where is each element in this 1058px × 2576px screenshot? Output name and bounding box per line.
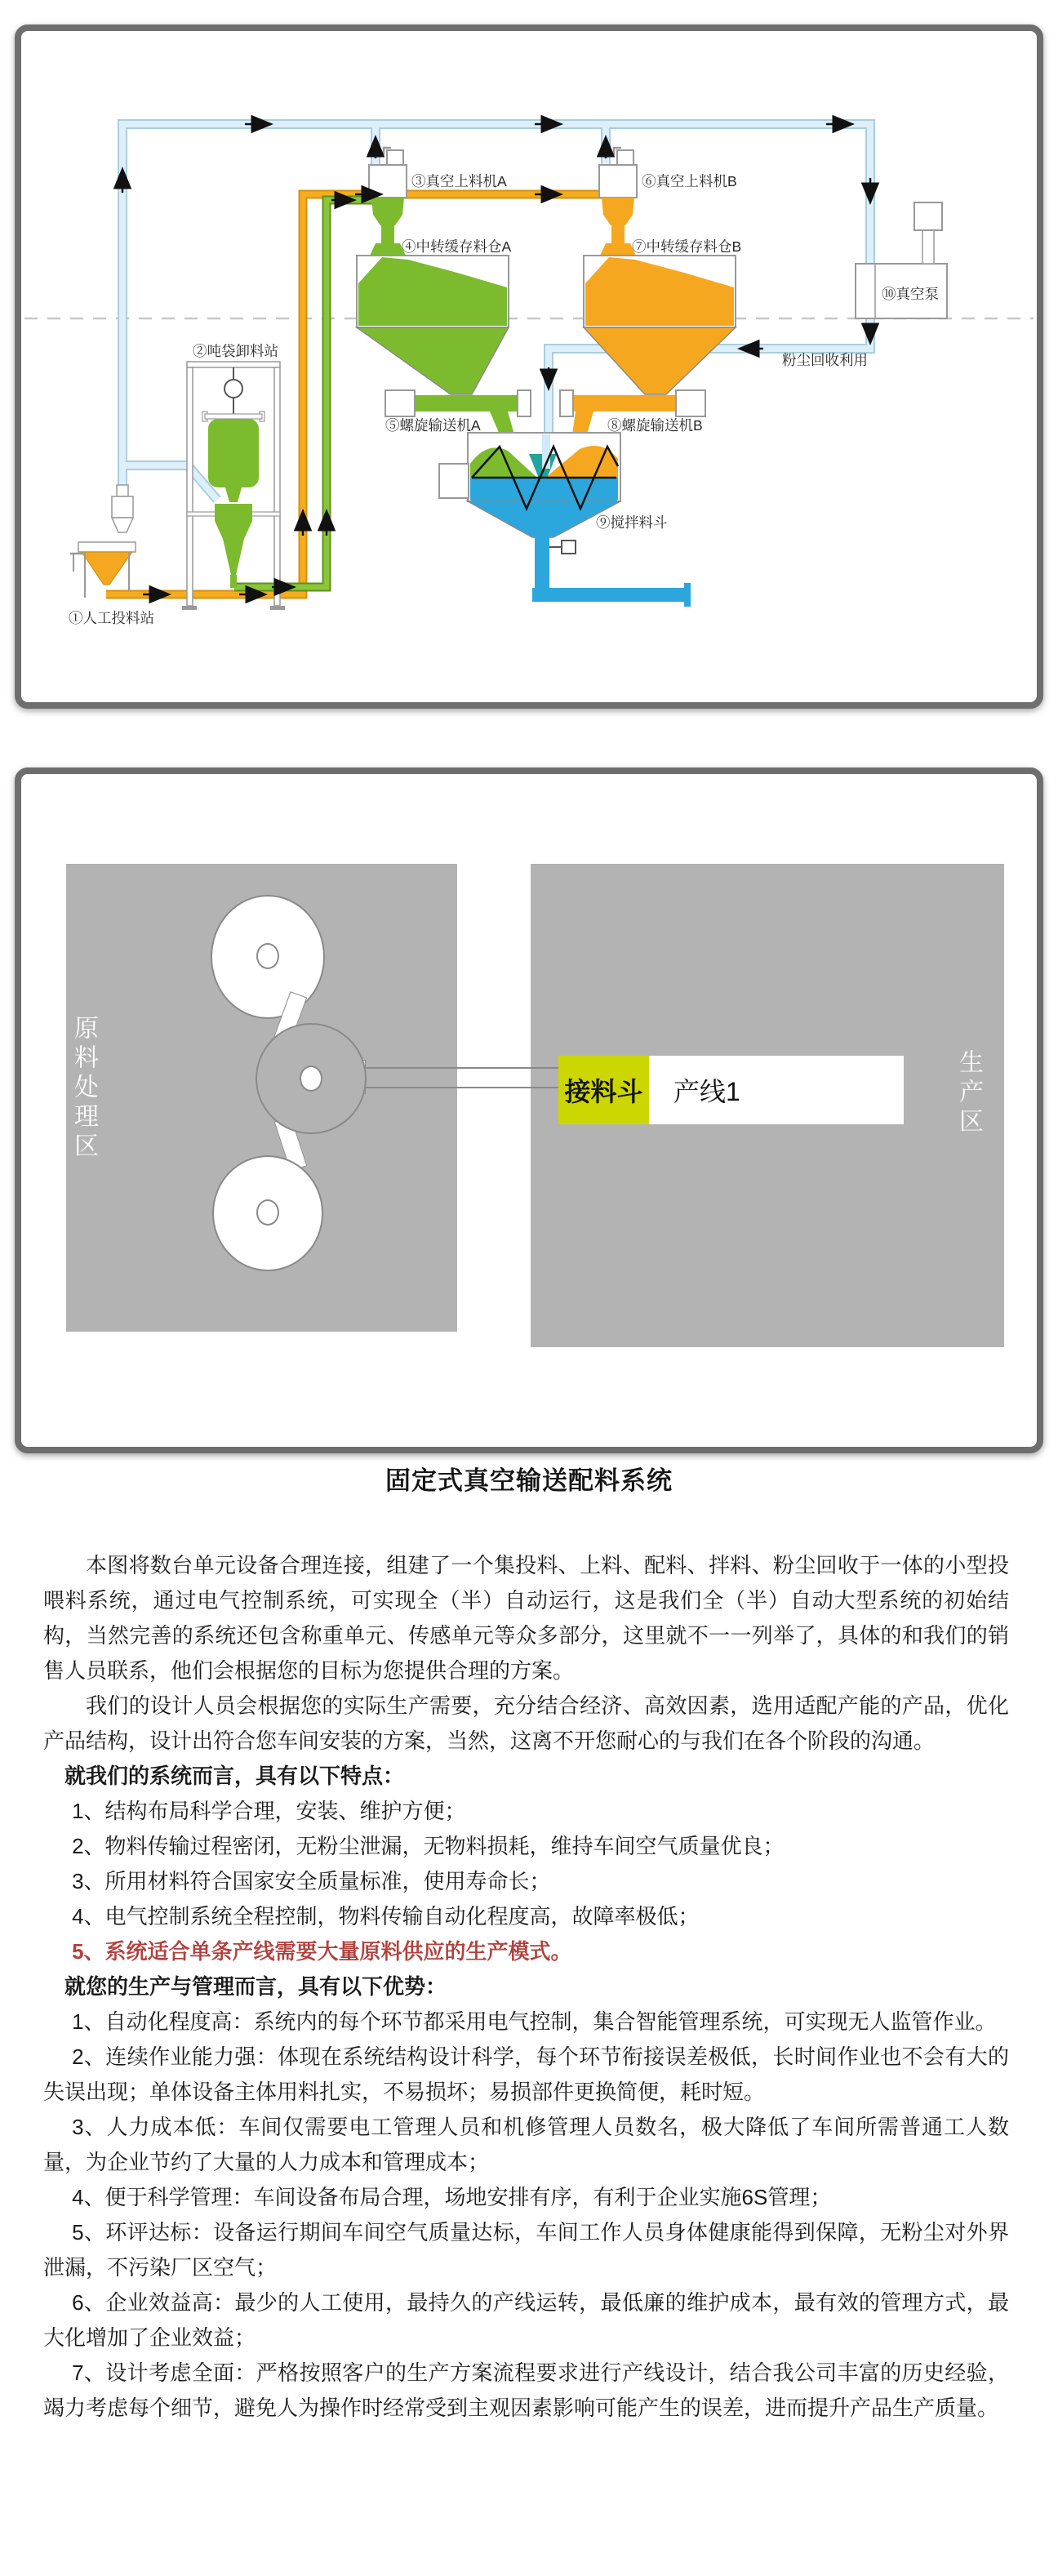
production-line-tag: 产线1 (649, 1056, 904, 1124)
feature-item: 1、结构布局科学合理，安装、维护方便； (72, 1799, 466, 1823)
page-title: 固定式真空输送配料系统 (385, 1466, 673, 1495)
zone-right-label: 生产区 (955, 1049, 982, 1137)
intro-paragraph-2: 我们的设计人员会根据您的实际生产需要，充分结合经济、高效因素，选用适配产能的产品，优化产品结构，设计出符合您车间安装的方案，当然，这离不开您耐心的与我们在各个阶段的沟通。 (43, 1693, 1009, 1753)
feature-item: 4、电气控制系统全程控制，物料传输自动化程度高，故障率极低； (72, 1904, 700, 1929)
advantage-item: 7、设计考虑全面：严格按照客户的生产方案流程要求进行产线设计，结合我公司丰富的历史经验，竭力考虑每个细节，避免人为操作时经常受到主观因素影响可能产生的误差，进而提升产品生产质量。 (43, 2360, 1009, 2420)
ton-bag (208, 419, 259, 487)
process-flow-diagram-panel (15, 24, 1043, 709)
feature-item: 3、所用材料符合国家安全质量标准，使用寿命长； (72, 1869, 551, 1893)
feature-item-highlight: 5、系统适合单条产线需要大量原料供应的生产模式。 (72, 1939, 572, 1964)
advantage-item: 6、企业效益高：最少的人工使用，最持久的产线运转，最低廉的维护成本，最有效的管理方式，最大化增加了企业效益； (43, 2290, 1009, 2350)
intro-paragraph-1: 本图将数台单元设备合理连接，组建了一个集投料、上料、配料、拌料、粉尘回收于一体的小型投喂料系统，通过电气控制系统，可实现全（半）自动运行，这是我们全（半）自动大型系统的初始结构，当然完善的系统还包含称重单元、传感单元等众多部分，这里就不一一列举了，具体的和我们的销售人员联系，他们会根据您的目标为您提供合理的方案。 (43, 1553, 1009, 1683)
body-text (43, 1548, 1009, 2426)
buffer-silo-b (584, 256, 736, 394)
silo-bottom-center-dot (256, 1199, 279, 1226)
zone-left-label: 原料处理区 (70, 1015, 97, 1162)
features-heading: 就我们的系统而言，具有以下特点： (64, 1764, 405, 1788)
label-vacuum-feeder-b: ⑥真空上料机B (642, 173, 737, 189)
hub-center-dot (300, 1066, 322, 1092)
connector-line-bottom (354, 1087, 567, 1088)
advantage-item: 3、人力成本低：车间仅需要电工管理人员和机修管理人员数名，极大降低了车间所需普通工人数量，为企业节约了大量的人力成本和管理成本； (43, 2115, 1009, 2174)
bag-receiving-funnel (215, 504, 252, 575)
label-buffer-silo-a: ④中转缓存料仓A (402, 238, 512, 255)
receiver-hopper-tag: 接料斗 (558, 1056, 649, 1124)
label-vacuum-feeder-a: ③真空上料机A (411, 173, 507, 189)
manual-feeding-station (70, 485, 136, 598)
label-manual-station: ①人工投料站 (69, 610, 154, 626)
ton-bag-unloading-station (182, 362, 285, 610)
label-vacuum-pump: ⑩真空泵 (882, 286, 939, 302)
advantage-item: 1、自动化程度高：系统内的每个环节都采用电气控制，集合智能管理系统，可实现无人监管作业。 (72, 2009, 997, 2034)
feature-item: 2、物料传输过程密闭，无粉尘泄漏，无物料损耗，维持车间空气质量优良； (72, 1834, 785, 1858)
label-dust-recycle: 粉尘回收利用 (782, 352, 868, 368)
advantage-item: 2、连续作业能力强：体现在系统结构设计科学，每个环节衔接误差极低，长时间作业也不会有大的失误出现；单体设备主体用料扎实，不易损坏；易损部件更换简便，耗时短。 (43, 2044, 1009, 2104)
hoist-wheel (224, 380, 242, 398)
process-flow-svg (21, 31, 1037, 702)
advantage-item: 4、便于科学管理：车间设备布局合理，场地安排有序，有利于企业实施6S管理； (72, 2185, 832, 2209)
label-ton-bag-station: ②吨袋卸料站 (193, 343, 278, 359)
buffer-silo-a (357, 256, 509, 394)
advantages-heading: 就您的生产与管理而言，具有以下优势： (64, 1974, 447, 1999)
silo-top-center-dot (256, 943, 279, 969)
label-screw-conveyor-b: ⑧螺旋输送机B (607, 417, 703, 434)
connector-line-top (354, 1067, 567, 1069)
manual-hopper-material (82, 552, 132, 585)
label-screw-conveyor-a: ⑤螺旋输送机A (385, 417, 481, 434)
plant-layout-panel (15, 767, 1043, 1453)
label-mixing-hopper: ⑨搅拌料斗 (596, 514, 668, 531)
advantage-item: 5、环评达标：设备运行期间车间空气质量达标，车间工作人员身体健康能得到保障，无粉尘对外界泄漏，不污染厂区空气； (43, 2220, 1009, 2280)
label-buffer-silo-b: ⑦中转缓存料仓B (632, 238, 742, 255)
